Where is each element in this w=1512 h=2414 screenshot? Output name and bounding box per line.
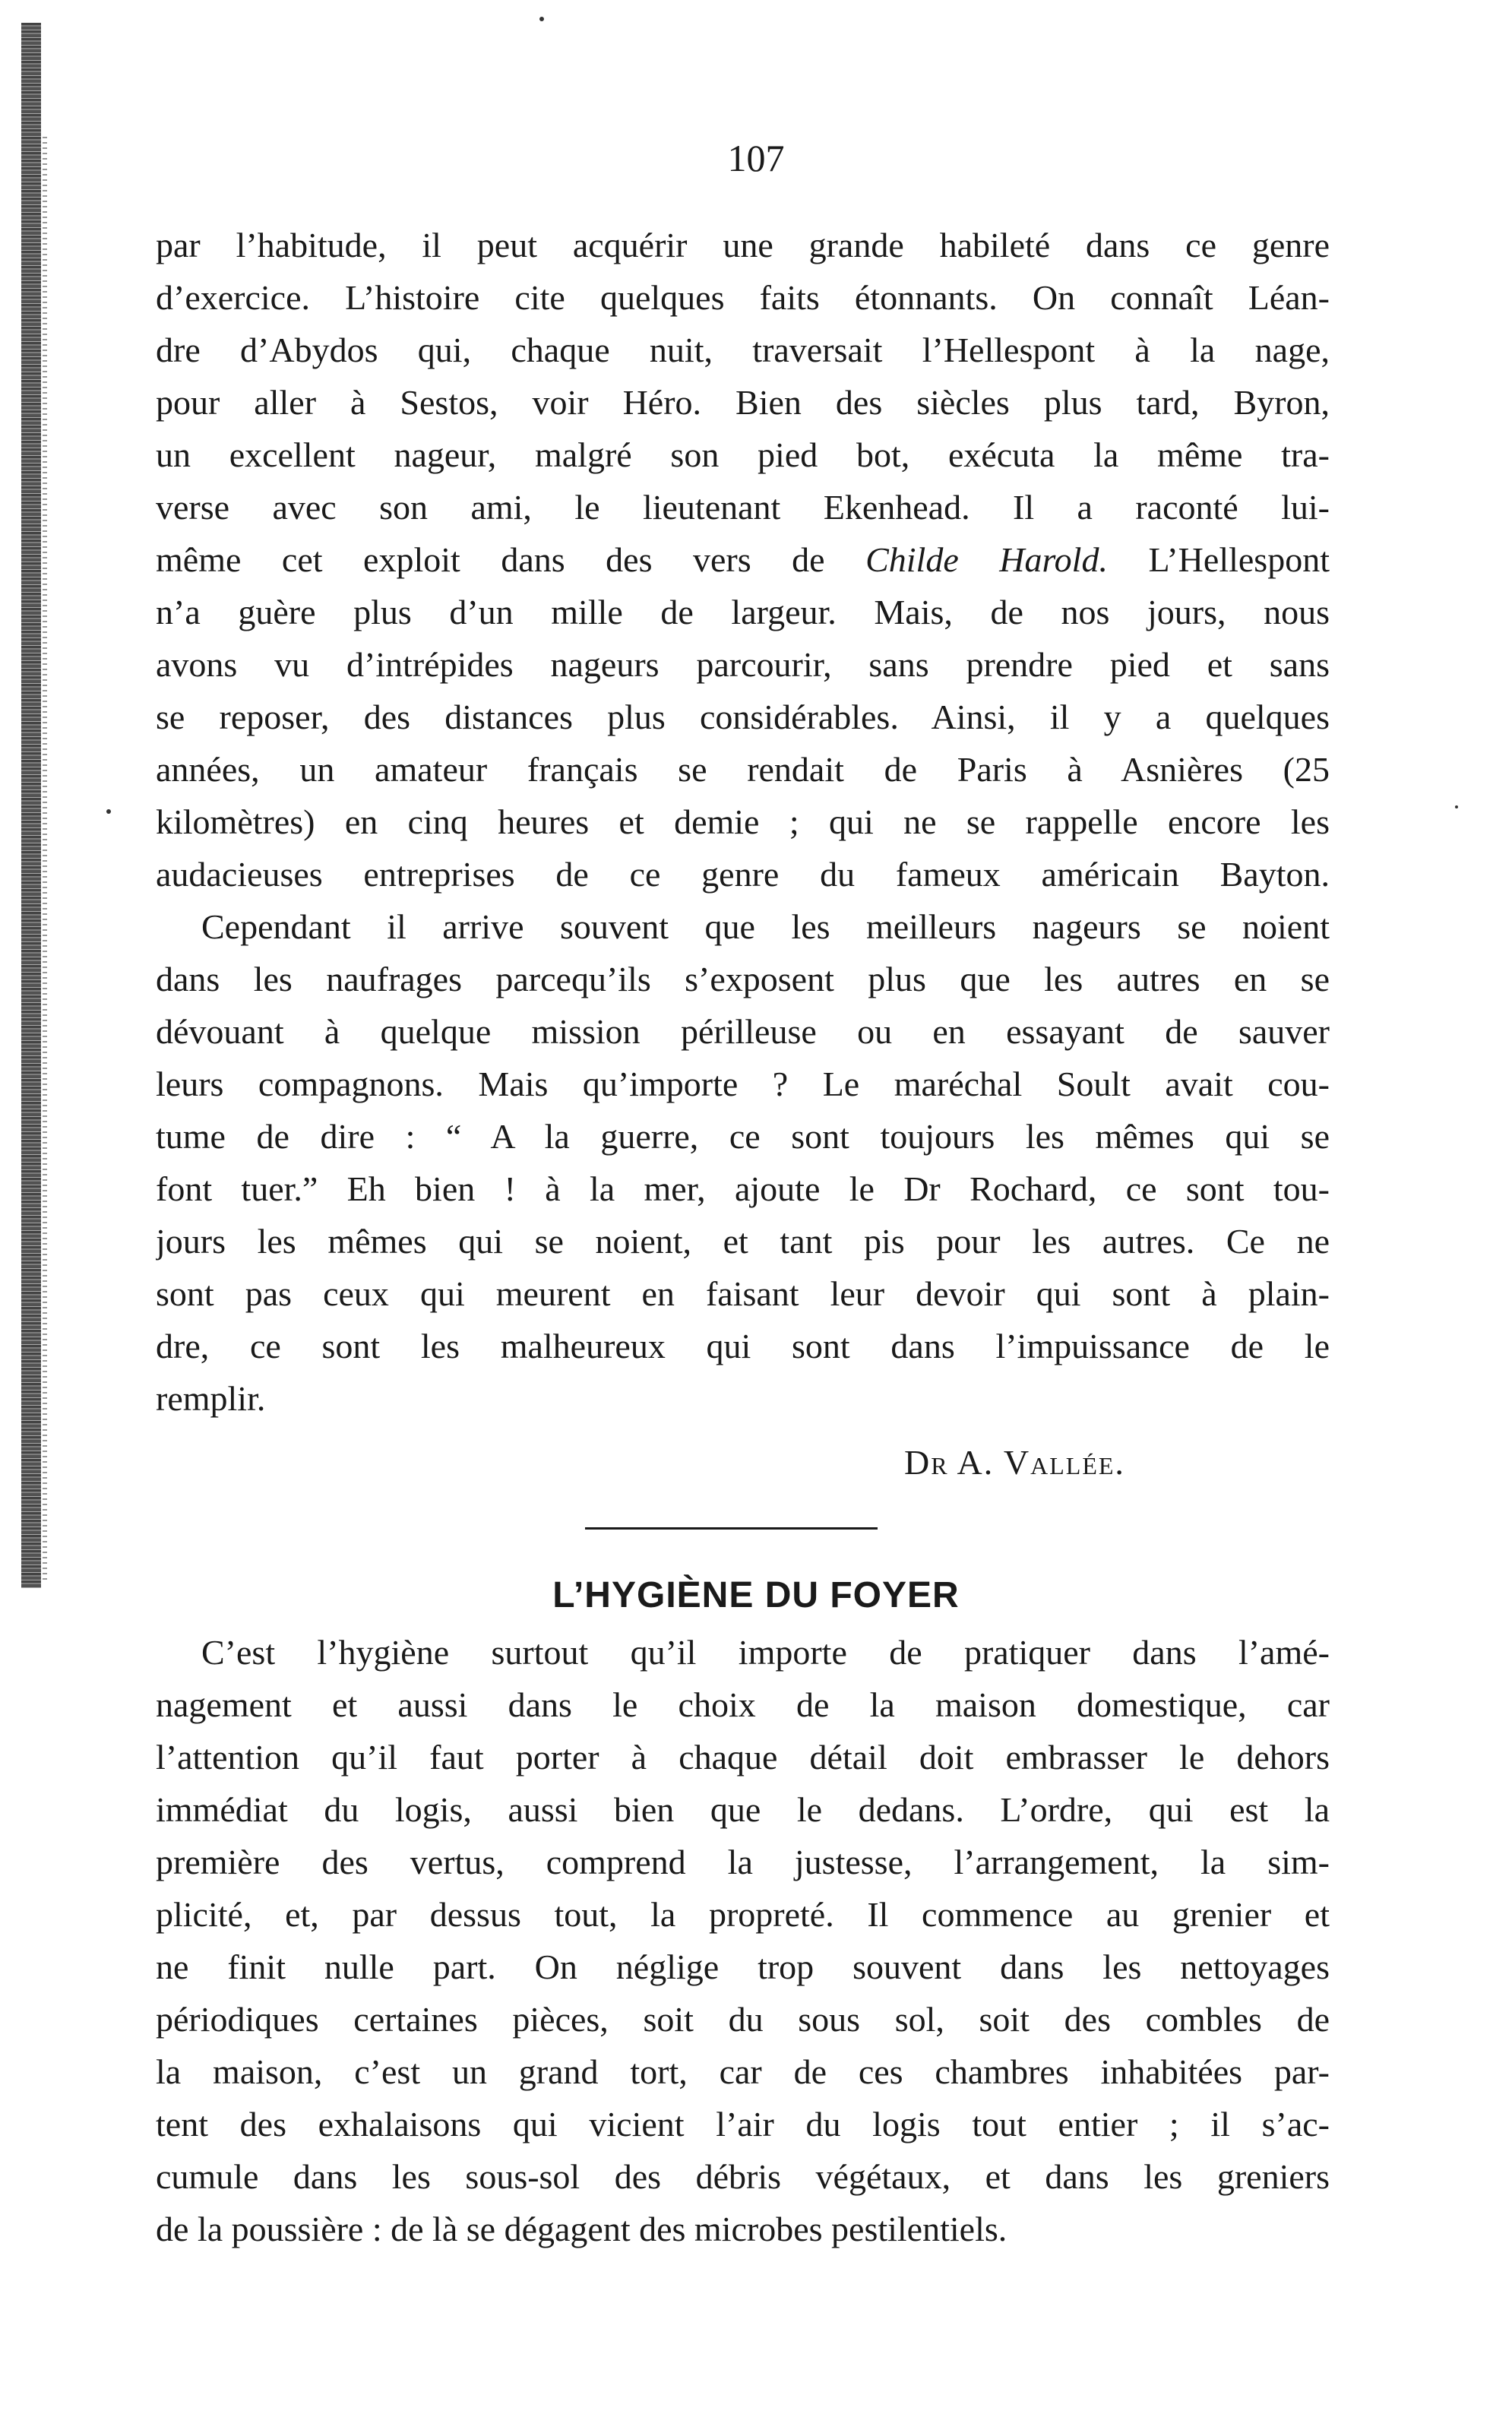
text-line: cumule dans les sous-sol des débris végétaux, et dans les greniers bbox=[156, 2157, 1330, 2196]
text-line: dévouant à quelque mission périlleuse ou en essayant de sauver bbox=[156, 1012, 1330, 1051]
page-binding-shadow bbox=[43, 137, 47, 1580]
text-line: années, un amateur français se rendait de Paris à Asnières (25 bbox=[156, 750, 1330, 789]
text-line: de la poussière : de là se dégagent des microbes pestilentiels. bbox=[156, 2210, 1007, 2248]
paragraph-hygiene bbox=[156, 1626, 1330, 2255]
text-line: avons vu d’intrépides nageurs parcourir, sans prendre pied et sans bbox=[156, 645, 1330, 684]
print-speck bbox=[1455, 805, 1458, 808]
print-speck bbox=[106, 809, 111, 814]
text-line: leurs compagnons. Mais qu’importe ? Le maréchal Soult avait cou- bbox=[156, 1065, 1330, 1103]
text-line: kilomètres) en cinq heures et demie ; qui ne se rappelle encore les bbox=[156, 802, 1330, 841]
text-line: se reposer, des distances plus considérables. Ainsi, il y a quelques bbox=[156, 698, 1330, 736]
text-line: ne finit nulle part. On néglige trop souvent dans les nettoyages bbox=[156, 1947, 1330, 1986]
text-line: la maison, c’est un grand tort, car de ces chambres inhabitées par- bbox=[156, 2052, 1330, 2091]
page-number: 107 bbox=[727, 137, 785, 179]
text-fragment: même cet exploit dans des vers de bbox=[156, 540, 866, 579]
text-line: l’attention qu’il faut porter à chaque détail doit embrasser le dehors bbox=[156, 1738, 1330, 1776]
section-title: L’HYGIÈNE DU FOYER bbox=[552, 1575, 960, 1615]
text-line: jours les mêmes qui se noient, et tant pis pour les autres. Ce ne bbox=[156, 1222, 1330, 1261]
text-line: par l’habitude, il peut acquérir une grande habileté dans ce genre bbox=[156, 226, 1330, 264]
text-fragment: L’Hellespont bbox=[1107, 540, 1330, 579]
text-line: immédiat du logis, aussi bien que le dedans. L’ordre, qui est la bbox=[156, 1790, 1330, 1829]
text-line: pour aller à Sestos, voir Héro. Bien des siècles plus tard, Byron, bbox=[156, 383, 1330, 422]
text-line-with-title bbox=[156, 533, 1330, 586]
text-line: audacieuses entreprises de ce genre du fameux américain Bayton. bbox=[156, 855, 1330, 894]
paragraph-swimming bbox=[156, 219, 1330, 900]
text-line: tent des exhalaisons qui vicient l’air du logis tout entier ; il s’ac- bbox=[156, 2105, 1330, 2143]
text-line: dre d’Abydos qui, chaque nuit, traversait l’Hellespont à la nage, bbox=[156, 331, 1330, 369]
text-line: C’est l’hygiène surtout qu’il importe de pratiquer dans l’amé- bbox=[201, 1633, 1330, 1672]
page-binding-edge bbox=[21, 23, 41, 1588]
text-line: plicité, et, par dessus tout, la propreté. Il commence au grenier et bbox=[156, 1895, 1330, 1934]
paragraph-drowning bbox=[156, 900, 1330, 1425]
text-line: n’a guère plus d’un mille de largeur. Mais, de nos jours, nous bbox=[156, 593, 1330, 631]
text-line: tume de dire : “ A la guerre, ce sont toujours les mêmes qui se bbox=[156, 1117, 1330, 1156]
text-line: dre, ce sont les malheureux qui sont dans l’impuissance de le bbox=[156, 1327, 1330, 1365]
text-line: sont pas ceux qui meurent en faisant leur devoir qui sont à plain- bbox=[156, 1274, 1330, 1313]
text-line: Cependant il arrive souvent que les meilleurs nageurs se noient bbox=[201, 907, 1330, 946]
author-signature: Dr A. Vallée. bbox=[904, 1443, 1125, 1482]
text-line: d’exercice. L’histoire cite quelques faits étonnants. On connaît Léan- bbox=[156, 278, 1330, 317]
text-line: verse avec son ami, le lieutenant Ekenhead. Il a raconté lui- bbox=[156, 488, 1330, 527]
text-line: remplir. bbox=[156, 1379, 266, 1418]
text-line: dans les naufrages parcequ’ils s’exposent plus que les autres en se bbox=[156, 960, 1330, 998]
text-line: première des vertus, comprend la justesse, l’arrangement, la sim- bbox=[156, 1843, 1330, 1881]
text-line: font tuer.” Eh bien ! à la mer, ajoute le Dr Rochard, ce sont tou- bbox=[156, 1169, 1330, 1208]
section-divider bbox=[585, 1527, 878, 1530]
text-line: un excellent nageur, malgré son pied bot, exécuta la même tra- bbox=[156, 435, 1330, 474]
print-speck bbox=[539, 17, 544, 21]
text-line: périodiques certaines pièces, soit du sous sol, soit des combles de bbox=[156, 2000, 1330, 2039]
text-line: nagement et aussi dans le choix de la maison domestique, car bbox=[156, 1685, 1330, 1724]
book-title: Childe Harold. bbox=[865, 540, 1108, 579]
